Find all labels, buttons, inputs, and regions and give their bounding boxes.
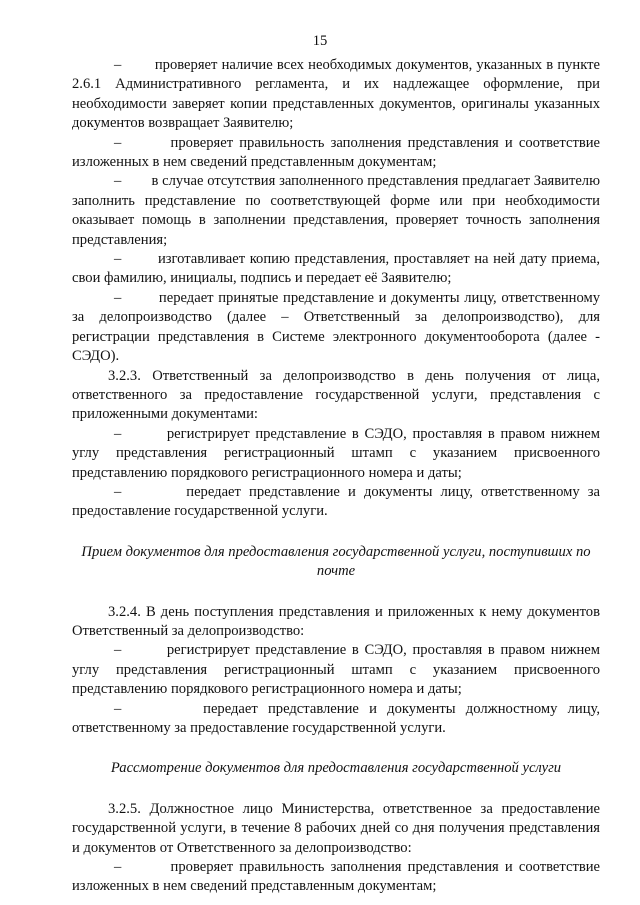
list-item: – регистрирует представление в СЭДО, проставляя в правом нижнем углу представления регистрационный штамп с указанием присвоенного представлению порядкового регистрационного номера и даты; xyxy=(72,425,600,481)
page-number: 15 xyxy=(312,33,328,49)
document-body xyxy=(72,56,600,897)
list-item: – проверяет наличие всех необходимых документов, указанных в пункте 2.6.1 Административного регламента, и их надлежащее оформление, при необходимости заверяет копии представленных документов, оригиналы указанных документов возвращает Заявителю; xyxy=(72,57,600,132)
list-item: – регистрирует представление в СЭДО, проставляя в правом нижнем углу представления регистрационный штамп с указанием присвоенного представлению порядкового регистрационного номера и даты; xyxy=(72,642,600,698)
clause-3-2-4: 3.2.4. В день поступления представления и приложенных к нему документов Ответственный за делопроизводство: xyxy=(72,603,600,639)
list-item: – изготавливает копию представления, проставляет на ней дату приема, свои фамилию, инициалы, подпись и передает её Заявителю; xyxy=(72,251,600,287)
list-item: – в случае отсутствия заполненного представления предлагает Заявителю заполнить представление по соответствующей форме или при необходимости оказывает помощь в заполнении представления, проверяет точность заполнения представления; xyxy=(72,173,600,248)
list-item: – проверяет правильность заполнения представления и соответствие изложенных в нем сведений представленным документам; xyxy=(72,134,600,171)
list-item: – передает представление и документы лицу, ответственному за предоставление государственной услуги. xyxy=(72,483,600,520)
list-item: – передает принятые представление и документы лицу, ответственному за делопроизводство (далее – Ответственный за делопроизводство), для регистрации представления в Системе электронного документооборота (далее - СЭДО). xyxy=(72,289,600,365)
section-heading-review: Рассмотрение документов для предоставления государственной услуги xyxy=(110,760,562,777)
clause-3-2-3: 3.2.3. Ответственный за делопроизводство в день получения от лица, ответственного за предоставление государственной услуги, представления с приложенными документами: xyxy=(72,367,600,423)
clause-3-2-5: 3.2.5. Должностное лицо Министерства, ответственное за предоставление государственной услуги, в течение 8 рабочих дней со дня получения представления и документов от Ответственного за делопроизводство: xyxy=(72,800,600,856)
list-item: – передает представление и документы должностному лицу, ответственному за предоставление государственной услуги. xyxy=(72,700,600,736)
section-heading-mail: Прием документов для предоставления государственной услуги, поступивших по почте xyxy=(81,543,591,580)
list-item: – проверяет правильность заполнения представления и соответствие изложенных в нем сведений представленным документам; xyxy=(72,859,600,895)
